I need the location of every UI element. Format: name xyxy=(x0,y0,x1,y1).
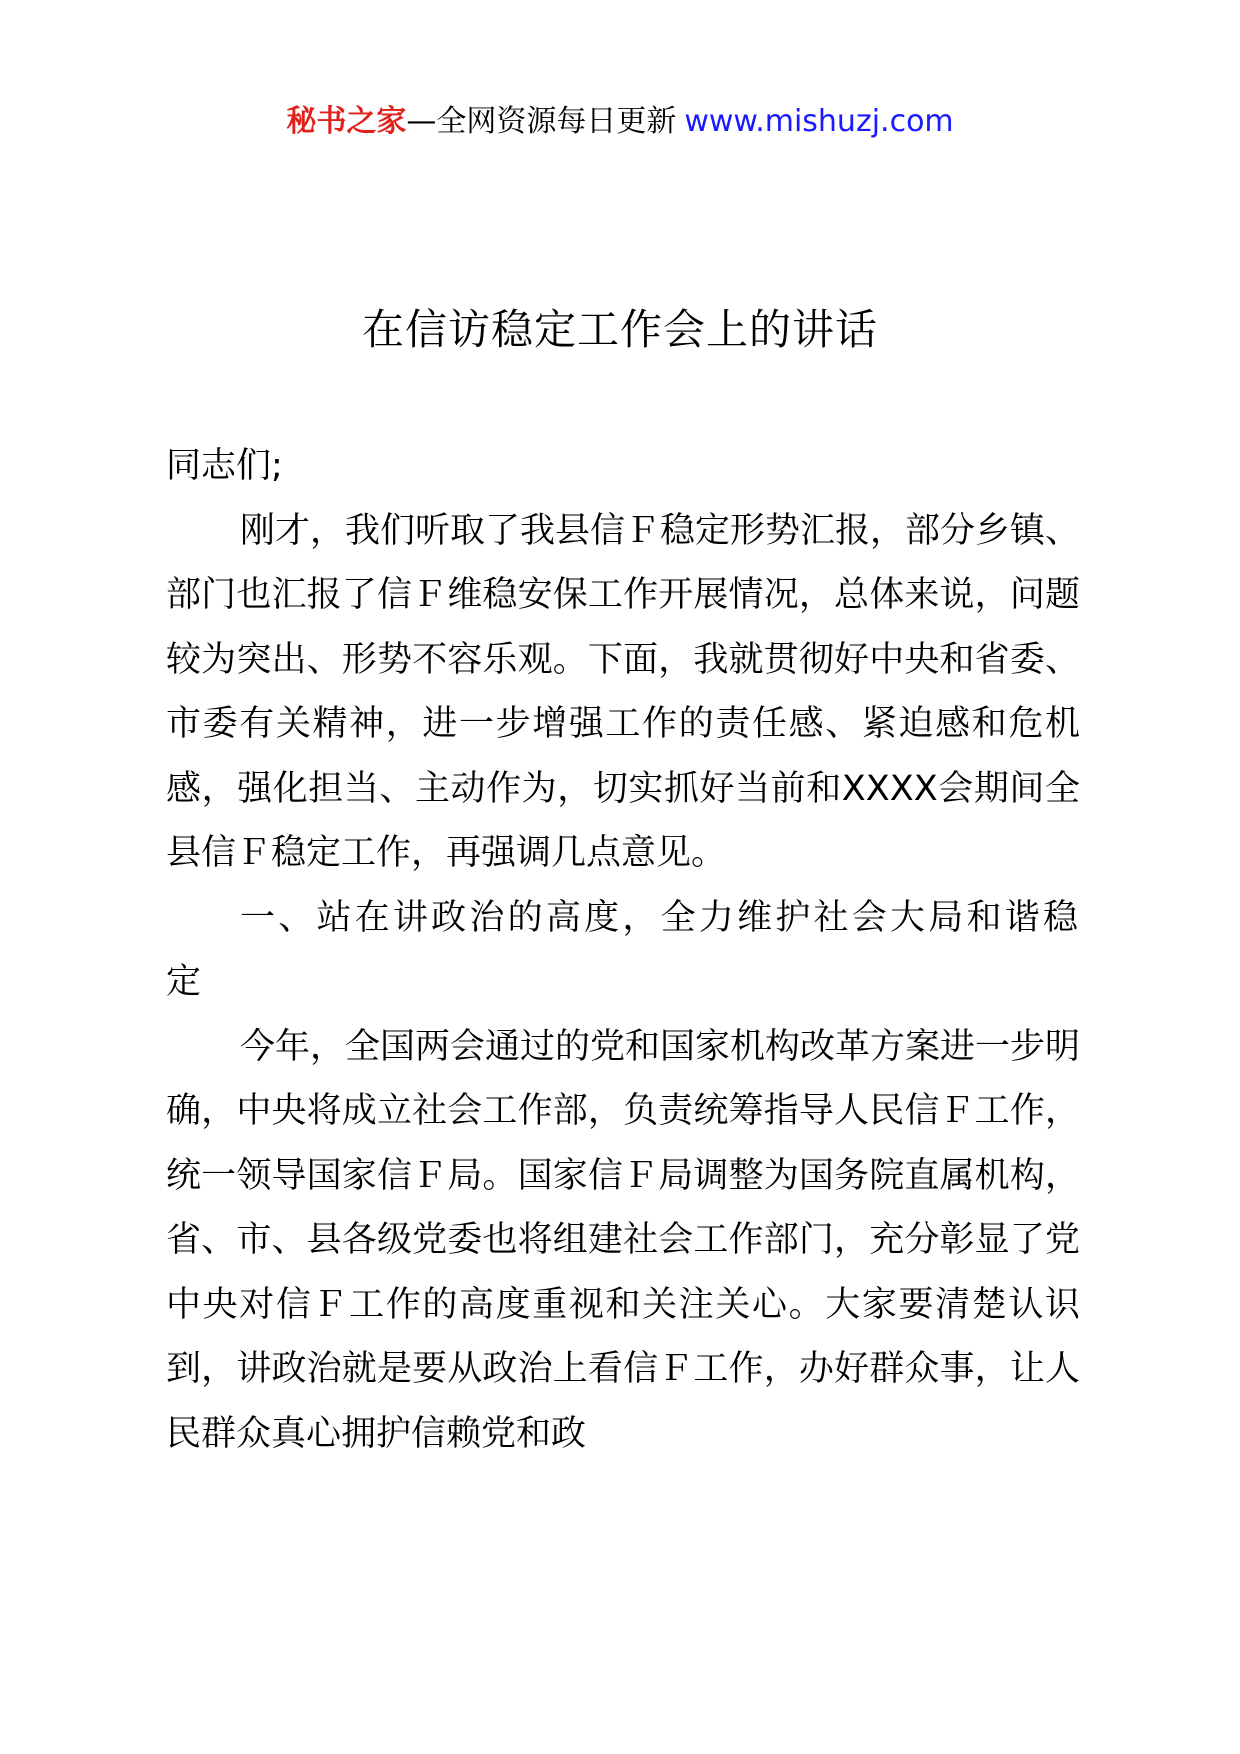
document-title: 在信访稳定工作会上的讲话 xyxy=(361,305,878,354)
body-paragraph: 刚才，我们听取了我县信Ｆ稳定形势汇报，部分乡镇、部门也汇报了信Ｆ维稳安保工作开展情况，总体来说，问题较为突出、形势不容乐观。下面，我就贯彻好中央和省委、市委有关精神，进一步增强工作的责任感、紧迫感和危机感，强化担当、主动作为，切实抓好当前和XXXX会期间全县信Ｆ稳定工作，再强调几点意见。 xyxy=(166,510,1081,873)
body-paragraph: 今年，全国两会通过的党和国家机构改革方案进一步明确，中央将成立社会工作部，负责统筹指导人民信Ｆ工作，统一领导国家信Ｆ局。国家信Ｆ局调整为国务院直属机构，省、市、县各级党委也将组建社会工作部门，充分彰显了党中央对信Ｆ工作的高度重视和关注关心。大家要清楚认识到，讲政治就是要从政治上看信Ｆ工作，办好群众事，让人民群众真心拥护信赖党和政 xyxy=(166,1026,1081,1454)
site-url-link[interactable]: www.mishuzj.com xyxy=(684,104,954,139)
greeting-line: 同志们; xyxy=(166,446,283,486)
section-heading: 一、站在讲政治的高度，全力维护社会大局和谐稳定 xyxy=(166,897,1080,1002)
site-brand: 秘书之家 xyxy=(286,104,407,139)
document-body xyxy=(166,434,1080,1466)
site-tagline: —全网资源每日更新 xyxy=(406,104,677,139)
site-watermark-header xyxy=(0,102,1240,142)
